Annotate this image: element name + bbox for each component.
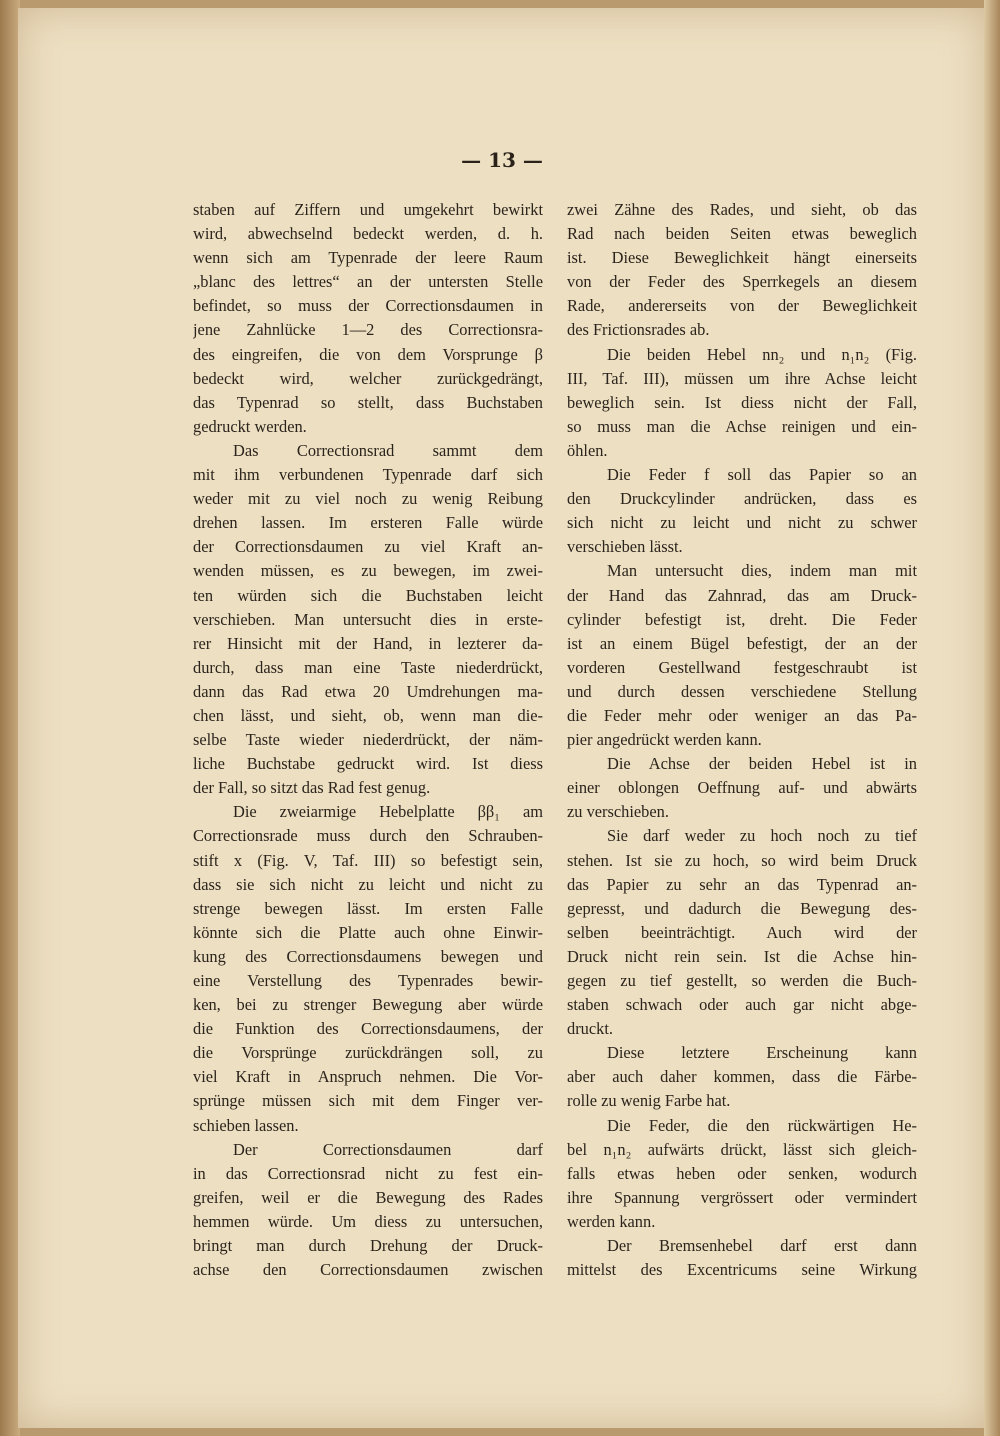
text-line: dann das Rad etwa 20 Umdrehungen ma-	[193, 681, 543, 701]
text-line: chen lässt, und sieht, ob, wenn man die-	[193, 705, 543, 725]
text-line: so muss man die Achse reinigen und ein-	[567, 416, 917, 436]
text-line: selbe Taste wieder niederdrückt, der näm-	[193, 730, 543, 750]
text-line: strenge bewegen lässt. Im ersten Falle	[193, 898, 543, 918]
text-line: den Druckcylinder andrücken, dass es	[567, 489, 917, 509]
text-line: ist. Diese Beweglichkeit hängt einerseits	[567, 248, 917, 268]
text-line: die Funktion des Correctionsdaumens, der	[193, 1019, 543, 1039]
text-line: Die Achse der beiden Hebel ist in	[607, 754, 917, 774]
text-line: cylinder befestigt ist, dreht. Die Feder	[567, 609, 917, 629]
text-line: schieben lassen.	[193, 1115, 299, 1135]
text-line: der Hand das Zahnrad, das am Druck-	[567, 585, 917, 605]
text-line: Das Correctionsrad sammt dem	[233, 440, 543, 460]
page-number: — 13 —	[461, 148, 543, 172]
text-line: hemmen würde. Um diess zu untersuchen,	[193, 1211, 543, 1231]
text-line: stehen. Ist sie zu hoch, so wird beim Druck	[567, 850, 917, 870]
text-line: gedruckt werden.	[193, 416, 307, 436]
text-line: Man untersucht dies, indem man mit	[607, 561, 917, 581]
text-line: Der Bremsenhebel darf erst dann	[607, 1236, 917, 1256]
text-line: befindet, so muss der Correctionsdaumen in	[193, 296, 543, 316]
text-line: sich nicht zu leicht und nicht zu schwer	[567, 513, 917, 533]
text-line: verschieben. Man untersucht dies in erste-	[193, 609, 543, 629]
text-line: bedeckt wird, welcher zurückgedrängt,	[193, 368, 543, 388]
text-line: Die Feder, die den rückwärtigen He-	[607, 1115, 917, 1135]
text-line: könnte sich die Platte auch ohne Einwir-	[193, 922, 543, 942]
text-line: viel Kraft in Anspruch nehmen. Die Vor-	[193, 1067, 543, 1087]
text-line: bringt man durch Drehung der Druck-	[193, 1236, 543, 1256]
text-line: ten würden sich die Buchstaben leicht	[193, 585, 543, 605]
text-line: Rade, andererseits von der Beweglichkeit	[567, 296, 917, 316]
text-line: drehen lassen. Im ersteren Falle würde	[193, 513, 543, 533]
text-line: und durch dessen verschiedene Stellung	[567, 681, 917, 701]
text-line: staben schwach oder auch gar nicht abge-	[567, 995, 917, 1015]
text-line: mit ihm verbundenen Typenrade darf sich	[193, 465, 543, 485]
text-line: Die Feder f soll das Papier so an	[607, 465, 917, 485]
text-line: jene Zahnlücke 1—2 des Correctionsra-	[193, 320, 543, 340]
text-line: selben beeinträchtigt. Auch wird der	[567, 922, 917, 942]
text-line: kung des Correctionsdaumens bewegen und	[193, 946, 543, 966]
text-line: eine Verstellung des Typenrades bewir-	[193, 971, 543, 990]
text-line: wenn sich am Typenrade der leere Raum	[193, 248, 543, 268]
text-line: liche Buchstabe gedruckt wird. Ist diess	[193, 754, 543, 774]
text-line: verschieben lässt.	[567, 537, 683, 557]
text-line: rer Hinsicht mit der Hand, in lezterer da-	[193, 633, 543, 653]
text-line: Rad nach beiden Seiten etwas beweglich	[567, 224, 917, 244]
text-line: das Typenrad so stellt, dass Buchstaben	[193, 392, 543, 412]
text-line: des Frictionsrades ab.	[567, 320, 710, 340]
page-edge	[984, 0, 1000, 1436]
text-line: des eingreifen, die von dem Vorsprunge β	[193, 344, 543, 364]
text-line: Druck nicht rein sein. Ist die Achse hin-	[567, 946, 917, 966]
text-line: rolle zu wenig Farbe hat.	[567, 1091, 731, 1111]
text-line: falls etwas heben oder senken, wodurch	[567, 1163, 917, 1183]
text-line: bel n₁n₂ aufwärts drückt, lässt sich gleich-	[567, 1139, 917, 1159]
text-line: das Papier zu sehr an das Typenrad an-	[567, 874, 917, 894]
text-line: achse den Correctionsdaumen zwischen	[193, 1260, 543, 1280]
text-line: durch, dass man eine Taste niederdrückt,	[193, 657, 543, 677]
text-line: beweglich sein. Ist diess nicht der Fall,	[567, 392, 917, 412]
text-line: dass sie sich nicht zu leicht und nicht zu	[193, 874, 543, 894]
book-page	[18, 8, 986, 1428]
text-line: ist an einem Bügel befestigt, der an der	[567, 633, 917, 653]
text-line: Der Correctionsdaumen darf	[233, 1139, 543, 1159]
binding-edge	[0, 0, 20, 1436]
text-line: die Feder mehr oder weniger an das Pa-	[567, 705, 917, 725]
text-line: öhlen.	[567, 440, 608, 460]
text-line: werden kann.	[567, 1211, 656, 1231]
text-line: ken, bei zu strenger Bewegung aber würde	[193, 995, 543, 1015]
text-line: wenden müssen, es zu bewegen, im zwei-	[193, 561, 543, 581]
text-line: Die beiden Hebel nn₂ und n₁n₂ (Fig.	[607, 344, 917, 364]
text-line: gegen zu tief gestellt, so werden die Buch-	[567, 971, 917, 990]
text-line: greifen, weil er die Bewegung des Rades	[193, 1187, 543, 1207]
text-line: staben auf Ziffern und umgekehrt bewirkt	[193, 200, 543, 219]
text-line: zwei Zähne des Rades, und sieht, ob das	[567, 200, 917, 219]
text-line: mittelst des Excentricums seine Wirkung	[567, 1260, 917, 1280]
text-line: pier angedrückt werden kann.	[567, 730, 762, 750]
text-line: vorderen Gestellwand festgeschraubt ist	[567, 657, 917, 677]
text-line: Diese letztere Erscheinung kann	[607, 1043, 917, 1063]
text-line: „blanc des lettres“ an der untersten Stelle	[193, 272, 543, 292]
text-line: in das Correctionsrad nicht zu fest ein-	[193, 1163, 543, 1183]
left-text-column	[193, 198, 543, 1282]
text-line: sprünge müssen sich mit dem Finger ver-	[193, 1091, 543, 1111]
text-line: der Correctionsdaumen zu viel Kraft an-	[193, 537, 543, 557]
text-line: druckt.	[567, 1019, 613, 1039]
text-line: die Vorsprünge zurückdrängen soll, zu	[193, 1043, 543, 1063]
right-text-column	[567, 198, 917, 1282]
text-line: gepresst, und dadurch die Bewegung des-	[567, 898, 917, 918]
text-line: aber auch daher kommen, dass die Färbe-	[567, 1067, 917, 1087]
text-line: weder mit zu viel noch zu wenig Reibung	[193, 489, 543, 509]
text-line: ihre Spannung vergrössert oder vermindert	[567, 1187, 917, 1207]
text-line: III, Taf. III), müssen um ihre Achse leicht	[567, 368, 917, 388]
text-line: zu verschieben.	[567, 802, 669, 822]
text-line: einer oblongen Oeffnung auf- und abwärts	[567, 778, 917, 798]
text-line: wird, abwechselnd bedeckt werden, d. h.	[193, 224, 543, 244]
text-line: Sie darf weder zu hoch noch zu tief	[607, 826, 917, 846]
text-line: von der Feder des Sperrkegels an diesem	[567, 272, 917, 292]
text-line: stift x (Fig. V, Taf. III) so befestigt sein,	[193, 850, 543, 870]
text-line: der Fall, so sitzt das Rad fest genug.	[193, 778, 431, 798]
text-line: Die zweiarmige Hebelplatte ββ₁ am	[233, 802, 543, 822]
text-line: Correctionsrade muss durch den Schrauben-	[193, 826, 543, 846]
